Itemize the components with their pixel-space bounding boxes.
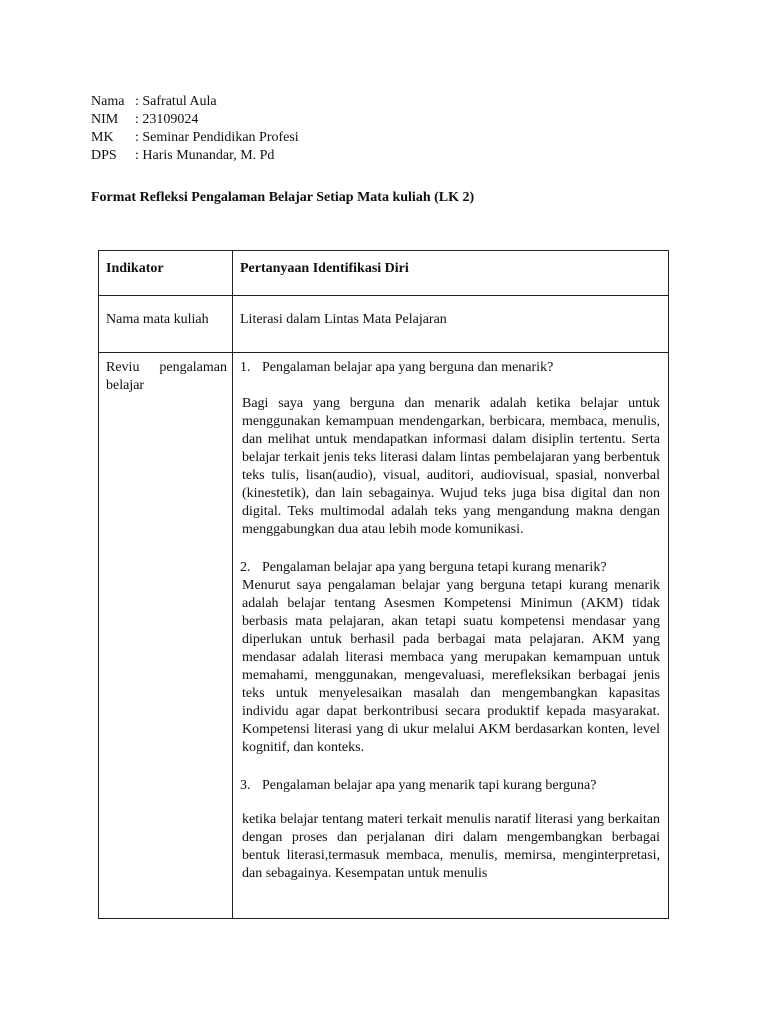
answer-3: ketika belajar tentang materi terkait menulis naratif literasi yang berkaitan dengan proses dan perjalanan diri dalam mengembangkan berbagai bentuk literasi,termasuk membaca, menulis, memirsa, menginterpretasi, dan sebagainya. Kesempatan untuk menulis bbox=[242, 812, 660, 881]
question-1 bbox=[240, 359, 662, 377]
info-label-name: Nama bbox=[91, 94, 125, 109]
course-name-label: Nama mata kuliah bbox=[106, 312, 209, 327]
table-row-course-name bbox=[99, 296, 669, 353]
info-label-dps: DPS bbox=[91, 148, 117, 163]
question-3-text: Pengalaman belajar apa yang menarik tapi kurang berguna? bbox=[262, 778, 597, 793]
review-label: Reviu pengalaman belajar bbox=[106, 360, 227, 393]
info-label-nim: NIM bbox=[91, 112, 119, 127]
reflection-table bbox=[98, 250, 669, 919]
info-value-mk: : Seminar Pendidikan Profesi bbox=[135, 130, 299, 145]
table-header-row bbox=[99, 251, 669, 296]
info-row-nim bbox=[91, 111, 299, 129]
question-2 bbox=[240, 559, 662, 577]
question-2-number: 2. bbox=[240, 560, 251, 575]
course-name-value: Literasi dalam Lintas Mata Pelajaran bbox=[240, 312, 447, 327]
header-pertanyaan-label: Pertanyaan Identifikasi Diri bbox=[240, 261, 409, 276]
review-content-cell bbox=[233, 353, 669, 919]
header-indikator-label: Indikator bbox=[106, 261, 164, 276]
question-1-number: 1. bbox=[240, 360, 251, 375]
answer-2: Menurut saya pengalaman belajar yang berguna tetapi kurang menarik adalah belajar tentang Asesmen Kompetensi Minimun (AKM) tidak berbasis mata pelajaran, akan tetapi suatu kompetensi mendasar yang diperlukan untuk berhasil pada berbagai mata pelajaran. AKM yang mendasar adalah literasi membaca yang merupakan kemampuan untuk memahami, menggunakan, mengevaluasi, merefleksikan berbagai jenis teks untuk menyelesaikan masalah dan mengembangkan kapasitas individu agar dapat berkontribusi secara produktif kepada masyarakat. Kompetensi literasi yang di ukur melalui AKM berdasarkan konten, level kognitif, dan konteks. bbox=[242, 578, 660, 755]
info-value-nim: : 23109024 bbox=[135, 112, 199, 127]
course-name-value-cell bbox=[233, 296, 669, 353]
header-cell-pertanyaan bbox=[233, 251, 669, 296]
question-2-text: Pengalaman belajar apa yang berguna tetapi kurang menarik? bbox=[262, 560, 607, 575]
document-title: Format Refleksi Pengalaman Belajar Setiap Mata kuliah (LK 2) bbox=[91, 190, 475, 205]
question-3-number: 3. bbox=[240, 778, 251, 793]
question-3 bbox=[240, 777, 662, 795]
course-name-label-cell bbox=[99, 296, 233, 353]
student-info-block bbox=[91, 93, 299, 165]
info-label-mk: MK bbox=[91, 130, 114, 145]
review-label-cell bbox=[99, 353, 233, 919]
table-row-review bbox=[99, 353, 669, 919]
info-value-name: : Safratul Aula bbox=[135, 94, 217, 109]
answer-1: Bagi saya yang berguna dan menarik adalah ketika belajar untuk menggunakan kemampuan mendengarkan, berbicara, membaca, menulis, dan melihat untuk mendapatkan informasi dalam disiplin tertentu. Serta belajar terkait jenis teks literasi dalam lintas pembelajaran yang berbentuk teks tulis, lisan(audio), visual, auditori, audiovisual, spasial, nonverbal (kinestetik), dan lain sebagainya. Wujud teks juga bisa digital dan non digital. Teks multimodal adalah teks yang mengandung makna dengan menggabungkan dua atau lebih mode komunikasi. bbox=[242, 396, 660, 537]
review-content bbox=[233, 353, 668, 883]
info-value-dps: : Haris Munandar, M. Pd bbox=[135, 148, 275, 163]
header-cell-indikator bbox=[99, 251, 233, 296]
question-1-text: Pengalaman belajar apa yang berguna dan menarik? bbox=[262, 360, 554, 375]
info-row-name bbox=[91, 93, 299, 111]
info-row-dps bbox=[91, 147, 299, 165]
reflection-table-wrapper bbox=[98, 250, 668, 919]
info-row-mk bbox=[91, 129, 299, 147]
